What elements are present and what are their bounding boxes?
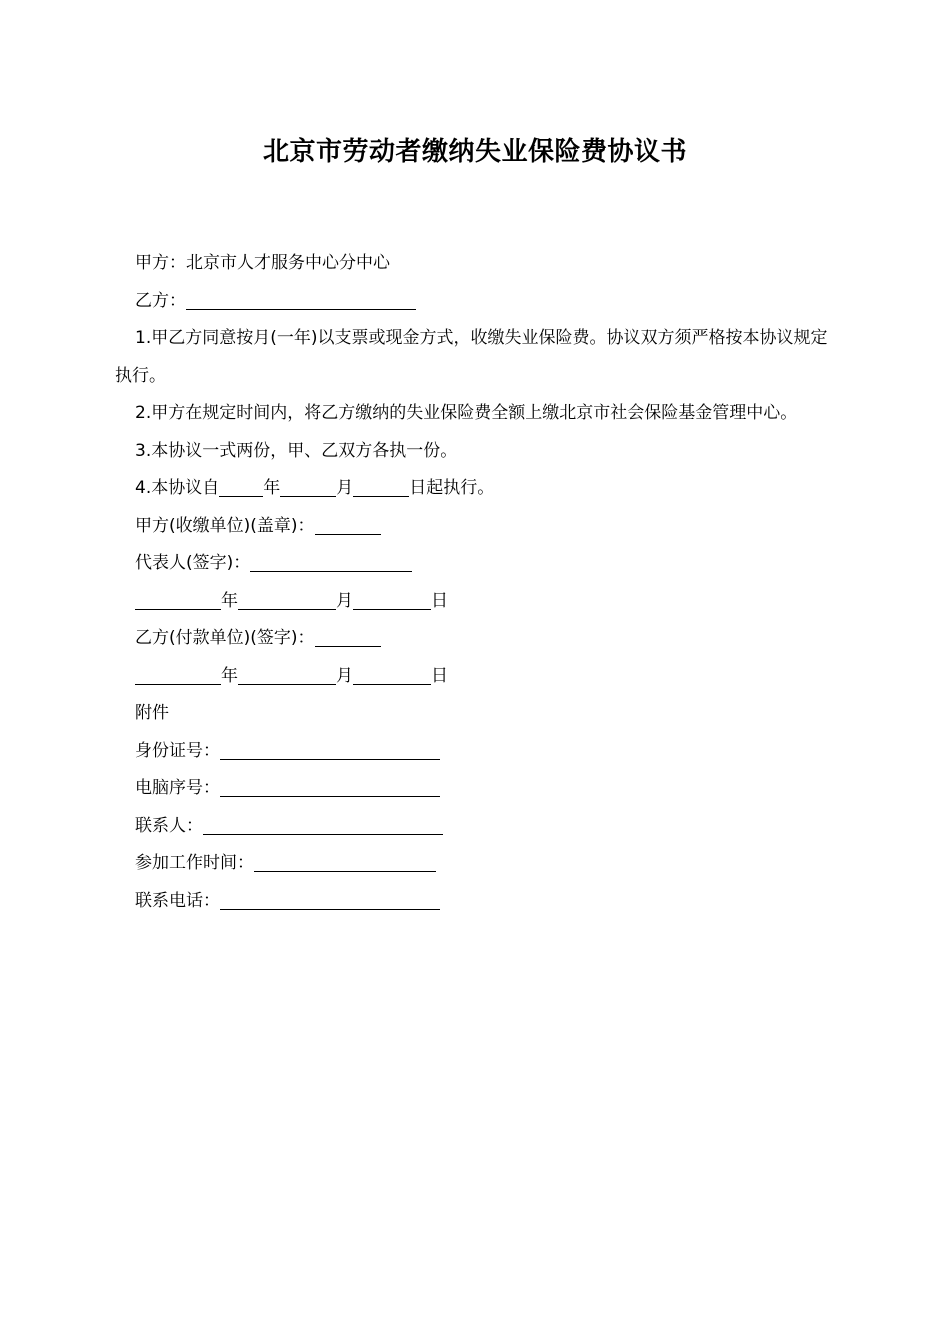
document-body	[115, 245, 837, 920]
date-2-month-label: 月	[336, 665, 353, 686]
contact-person-line	[115, 808, 837, 846]
date-1-day-label: 日	[431, 590, 448, 611]
id-number-blank[interactable]	[220, 741, 440, 760]
id-number-line	[115, 733, 837, 771]
contact-phone-label: 联系电话：	[135, 890, 220, 911]
contact-phone-line	[115, 883, 837, 921]
party-a-seal-line	[115, 508, 837, 546]
clause-4	[115, 470, 837, 508]
date-line-2	[115, 658, 837, 696]
clause-3: 3.本协议一式两份，甲、乙双方各执一份。	[135, 440, 458, 461]
clause-4-year-label: 年	[263, 478, 281, 498]
date-line-1	[115, 583, 837, 621]
work-start-time-label: 参加工作时间：	[135, 853, 254, 873]
clause-4-month-blank[interactable]	[280, 478, 336, 497]
date-1-day-blank[interactable]	[353, 591, 431, 610]
party-a-seal-label: 甲方(收缴单位)(盖章)：	[135, 515, 315, 536]
clause-4-day-blank[interactable]	[353, 478, 409, 497]
party-a-seal-blank[interactable]	[315, 516, 381, 535]
date-2-day-blank[interactable]	[353, 666, 431, 685]
date-2-month-blank[interactable]	[238, 666, 336, 685]
representative-line	[115, 545, 837, 583]
party-b-sign-line	[115, 620, 837, 658]
date-1-year-blank[interactable]	[135, 591, 221, 610]
document-title: 北京市劳动者缴纳失业保险费协议书	[262, 137, 687, 167]
attachment-heading: 附件	[135, 703, 169, 723]
work-start-time-blank[interactable]	[254, 853, 436, 872]
date-2-year-label: 年	[221, 665, 238, 686]
work-start-time-line	[115, 845, 837, 883]
date-2-day-label: 日	[431, 665, 448, 686]
date-1-month-label: 月	[336, 590, 353, 611]
clause-2: 2.甲方在规定时间内，将乙方缴纳的失业保险费全额上缴北京市社会保险基金管理中心。	[135, 403, 798, 423]
party-b-sign-label: 乙方(付款单位)(签字)：	[135, 628, 315, 648]
computer-serial-blank[interactable]	[220, 778, 440, 797]
party-b-label: 乙方：	[135, 290, 186, 311]
computer-serial-line	[115, 770, 837, 808]
contact-phone-blank[interactable]	[220, 891, 440, 910]
party-b-blank[interactable]	[186, 291, 416, 310]
contact-person-blank[interactable]	[203, 816, 443, 835]
party-b-sign-blank[interactable]	[315, 628, 381, 647]
id-number-label: 身份证号：	[135, 740, 220, 761]
clause-4-year-blank[interactable]	[219, 478, 263, 497]
date-2-year-blank[interactable]	[135, 666, 221, 685]
contact-person-label: 联系人：	[135, 815, 203, 836]
party-a-line: 甲方：北京市人才服务中心分中心	[135, 253, 390, 273]
clause-1: 1.甲乙方同意按月(一年)以支票或现金方式，收缴失业保险费。协议双方须严格按本协议规定执行。	[115, 328, 828, 386]
clause-4-month-label: 月	[336, 478, 354, 498]
computer-serial-label: 电脑序号：	[135, 778, 220, 798]
clause-4-suffix: 日起执行。	[409, 478, 495, 498]
clause-4-prefix: 4.本协议自	[135, 478, 220, 498]
representative-label: 代表人(签字)：	[135, 553, 251, 573]
party-b-line	[115, 283, 837, 321]
date-1-month-blank[interactable]	[238, 591, 336, 610]
representative-blank[interactable]	[250, 553, 412, 572]
date-1-year-label: 年	[221, 590, 238, 611]
